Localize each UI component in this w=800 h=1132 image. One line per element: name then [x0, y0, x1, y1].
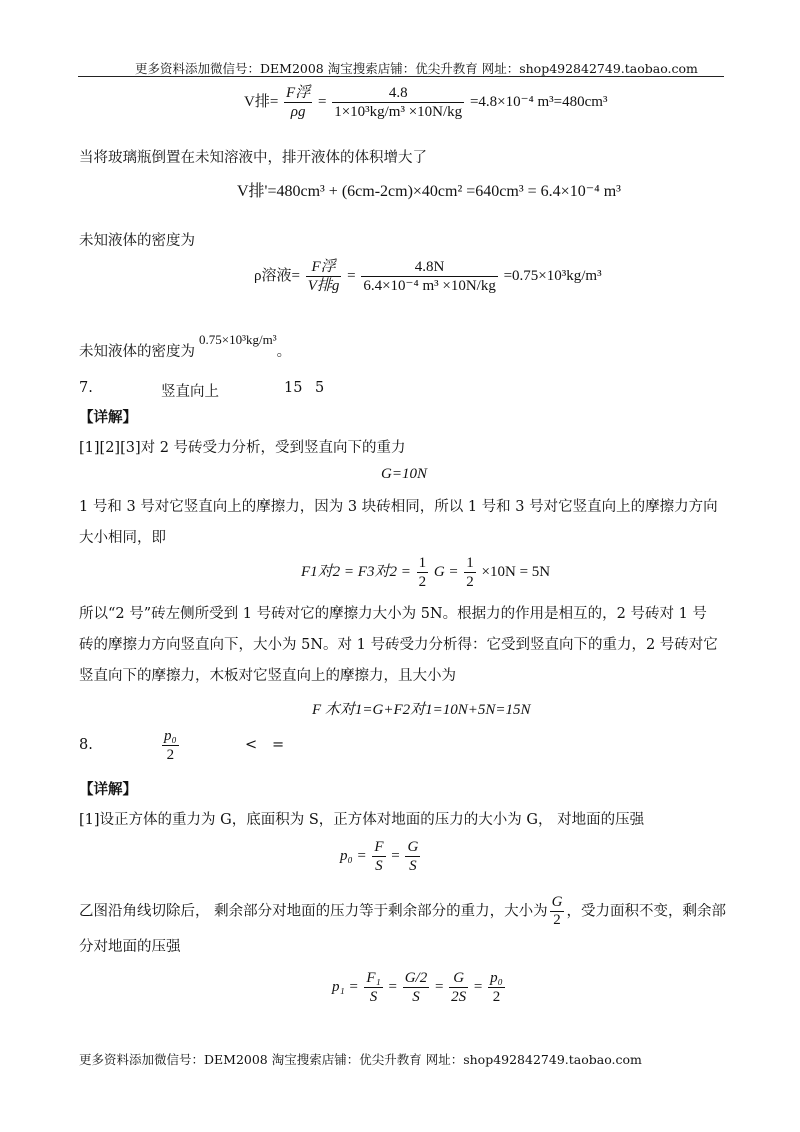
fraction	[162, 727, 179, 764]
answer-8-2: <	[245, 737, 258, 753]
paragraph-density-result	[79, 332, 719, 368]
formula-board-friction	[312, 698, 531, 719]
density-value: 0.75×10³kg/m³	[199, 332, 277, 347]
fraction-numerator: F浮	[286, 85, 311, 101]
fraction-numerator: F浮	[311, 259, 336, 275]
page-header: 更多资料添加微信号：DEM2008 淘宝搜索店铺：优尖升教育 网址：shop492842749.taobao.com	[135, 61, 698, 76]
fraction	[306, 258, 342, 295]
fraction	[372, 838, 385, 875]
fraction-numerator: F	[374, 839, 384, 855]
fraction	[449, 969, 468, 1006]
formula-lhs: V排=	[244, 93, 279, 110]
fraction	[364, 969, 382, 1006]
fraction	[284, 84, 312, 121]
text: 乙图沿角线切除后， 剩余部分对地面的压力等于剩余部分的重力，大小为	[79, 903, 548, 920]
formula-lhs: p₀ =	[340, 847, 367, 864]
fraction	[403, 969, 430, 1006]
paragraph: [1]设正方体的重力为 G，底面积为 S，正方体对地面的压力的大小为 G， 对地面的压强	[79, 812, 645, 828]
text: 。	[276, 344, 292, 360]
fraction	[464, 554, 476, 591]
formula-gravity	[381, 466, 427, 483]
answer-7-2: 15	[284, 380, 303, 396]
question-number-8: 8.	[79, 737, 93, 753]
fraction-numerator: G	[551, 894, 563, 910]
fraction-denominator: ρg	[290, 104, 306, 120]
fraction-numerator: 1	[466, 555, 474, 571]
fraction-numerator: p₀	[490, 970, 503, 986]
formula-rhs: =0.75×10³kg/m³	[503, 267, 602, 284]
text: ，受力面积不变，剩余部	[566, 903, 726, 920]
formula-rhs: =4.8×10⁻⁴ m³=480cm³	[469, 93, 608, 110]
formula-lhs: F1对2 = F3对2 =	[301, 563, 411, 580]
paragraph: [1][2][3]对 2 号砖受力分析，受到竖直向下的重力	[79, 440, 406, 456]
fraction-denominator: S	[375, 858, 383, 874]
fraction-denominator: S	[369, 989, 378, 1005]
answer-7-1: 竖直向上	[161, 384, 219, 400]
question-number-7: 7.	[79, 380, 93, 396]
fraction-denominator: 2	[166, 747, 175, 763]
fraction	[550, 894, 565, 929]
fraction-numerator: G	[407, 839, 419, 855]
formula-pressure-after: p₁ = $\frac{\text{F₁}}{S}$ = $\frac{G/2}{S}$ = $\frac{G}{2S}$ = $\frac{\text{p₀}}{2}$	[332, 970, 503, 1005]
answer-8-3: =	[272, 737, 285, 753]
detail-heading: 【详解】	[79, 781, 137, 798]
formula-volume-displaced: V排= $\frac{\text{F浮}}{\rho g}$ = $\frac{4.8}{\text{1×10³kg/m³ ×10N/kg}}$ =4.8×10⁻⁴ m³=480cm³	[244, 85, 608, 120]
formula-lhs: ρ溶液=	[254, 267, 300, 284]
header-rule	[78, 76, 724, 77]
fraction-denominator: 1×10³kg/m³ ×10N/kg	[334, 104, 463, 120]
fraction-numerator: p₀	[164, 728, 177, 744]
fraction-numerator: G	[453, 970, 465, 986]
fraction-numerator: 1	[418, 555, 427, 571]
answer-7-3: 5	[315, 380, 325, 396]
formula-friction	[301, 554, 550, 591]
fraction-denominator: 2S	[451, 989, 467, 1005]
fraction-numerator: 4.8	[332, 84, 464, 103]
fraction	[417, 554, 429, 591]
fraction-denominator: S	[409, 858, 417, 874]
text: 未知液体的密度为	[79, 344, 195, 360]
paragraph: 所以“2 号”砖左侧所受到 1 号砖对它的摩擦力大小为 5N。根据力的作用是相互的，2 号砖对 1 号砖的摩擦力方向竖直向下，大小为 5N。对 1 号砖受力分析得：它受到竖直向下的重力，2 号砖对它竖直向下的摩擦力，木板对它竖直向上的摩擦力，且大小为	[79, 606, 718, 684]
fraction-denominator: 6.4×10⁻⁴ m³ ×10N/kg	[363, 278, 496, 294]
answer-8-1	[160, 727, 181, 764]
fraction-denominator: 2	[466, 574, 474, 590]
fraction-denominator: 2	[553, 912, 561, 928]
page-footer: 更多资料添加微信号：DEM2008 淘宝搜索店铺：优尖升教育 网址：shop492842749.taobao.com	[79, 1052, 642, 1067]
paragraph: 未知液体的密度为	[79, 233, 195, 249]
fraction	[332, 84, 464, 121]
fraction-numerator: G/2	[404, 970, 428, 986]
fraction-denominator: 2	[418, 574, 427, 590]
formula-liquid-density: ρ溶液= $\frac{\text{F浮}}{\text{V排g}}$ = $\frac{4.8N}{\text{6.4×10⁻⁴ m³ ×10N/kg}}$ =0.75×10³kg/m³	[254, 259, 602, 294]
fraction	[405, 838, 420, 875]
formula-pressure-initial: p₀ = $\frac{F}{S}$ = $\frac{G}{S}$	[340, 839, 419, 874]
formula-rhs: ×10N = 5N	[481, 563, 551, 580]
detail-heading: 【详解】	[79, 409, 137, 426]
formula-lhs: p₁ =	[332, 978, 359, 995]
fraction	[488, 969, 505, 1006]
fraction-numerator: F₁	[366, 970, 381, 986]
fraction-denominator: 2	[492, 989, 501, 1005]
paragraph: 分对地面的压强	[79, 939, 181, 955]
formula-text: F 木对1=G+F2对1=10N+5N=15N	[312, 702, 531, 718]
fraction-numerator: 4.8N	[361, 258, 497, 277]
paragraph: 1 号和 3 号对它竖直向上的摩擦力，因为 3 块砖相同，所以 1 号和 3 号对它竖直向上的摩擦力方向大小相同，即	[79, 499, 718, 546]
formula-text: G=10N	[381, 466, 427, 482]
fraction	[361, 258, 497, 295]
paragraph: 当将玻璃瓶倒置在未知溶液中，排开液体的体积增大了	[79, 150, 427, 166]
paragraph-with-fraction	[79, 894, 726, 929]
formula-mid: G =	[433, 563, 459, 580]
formula-volume-increase: V排'=480cm³ + (6cm-2cm)×40cm² =640cm³ = 6.4×10⁻⁴ m³	[237, 183, 621, 200]
fraction-denominator: S	[412, 989, 420, 1005]
fraction-denominator: V排g	[307, 278, 340, 294]
